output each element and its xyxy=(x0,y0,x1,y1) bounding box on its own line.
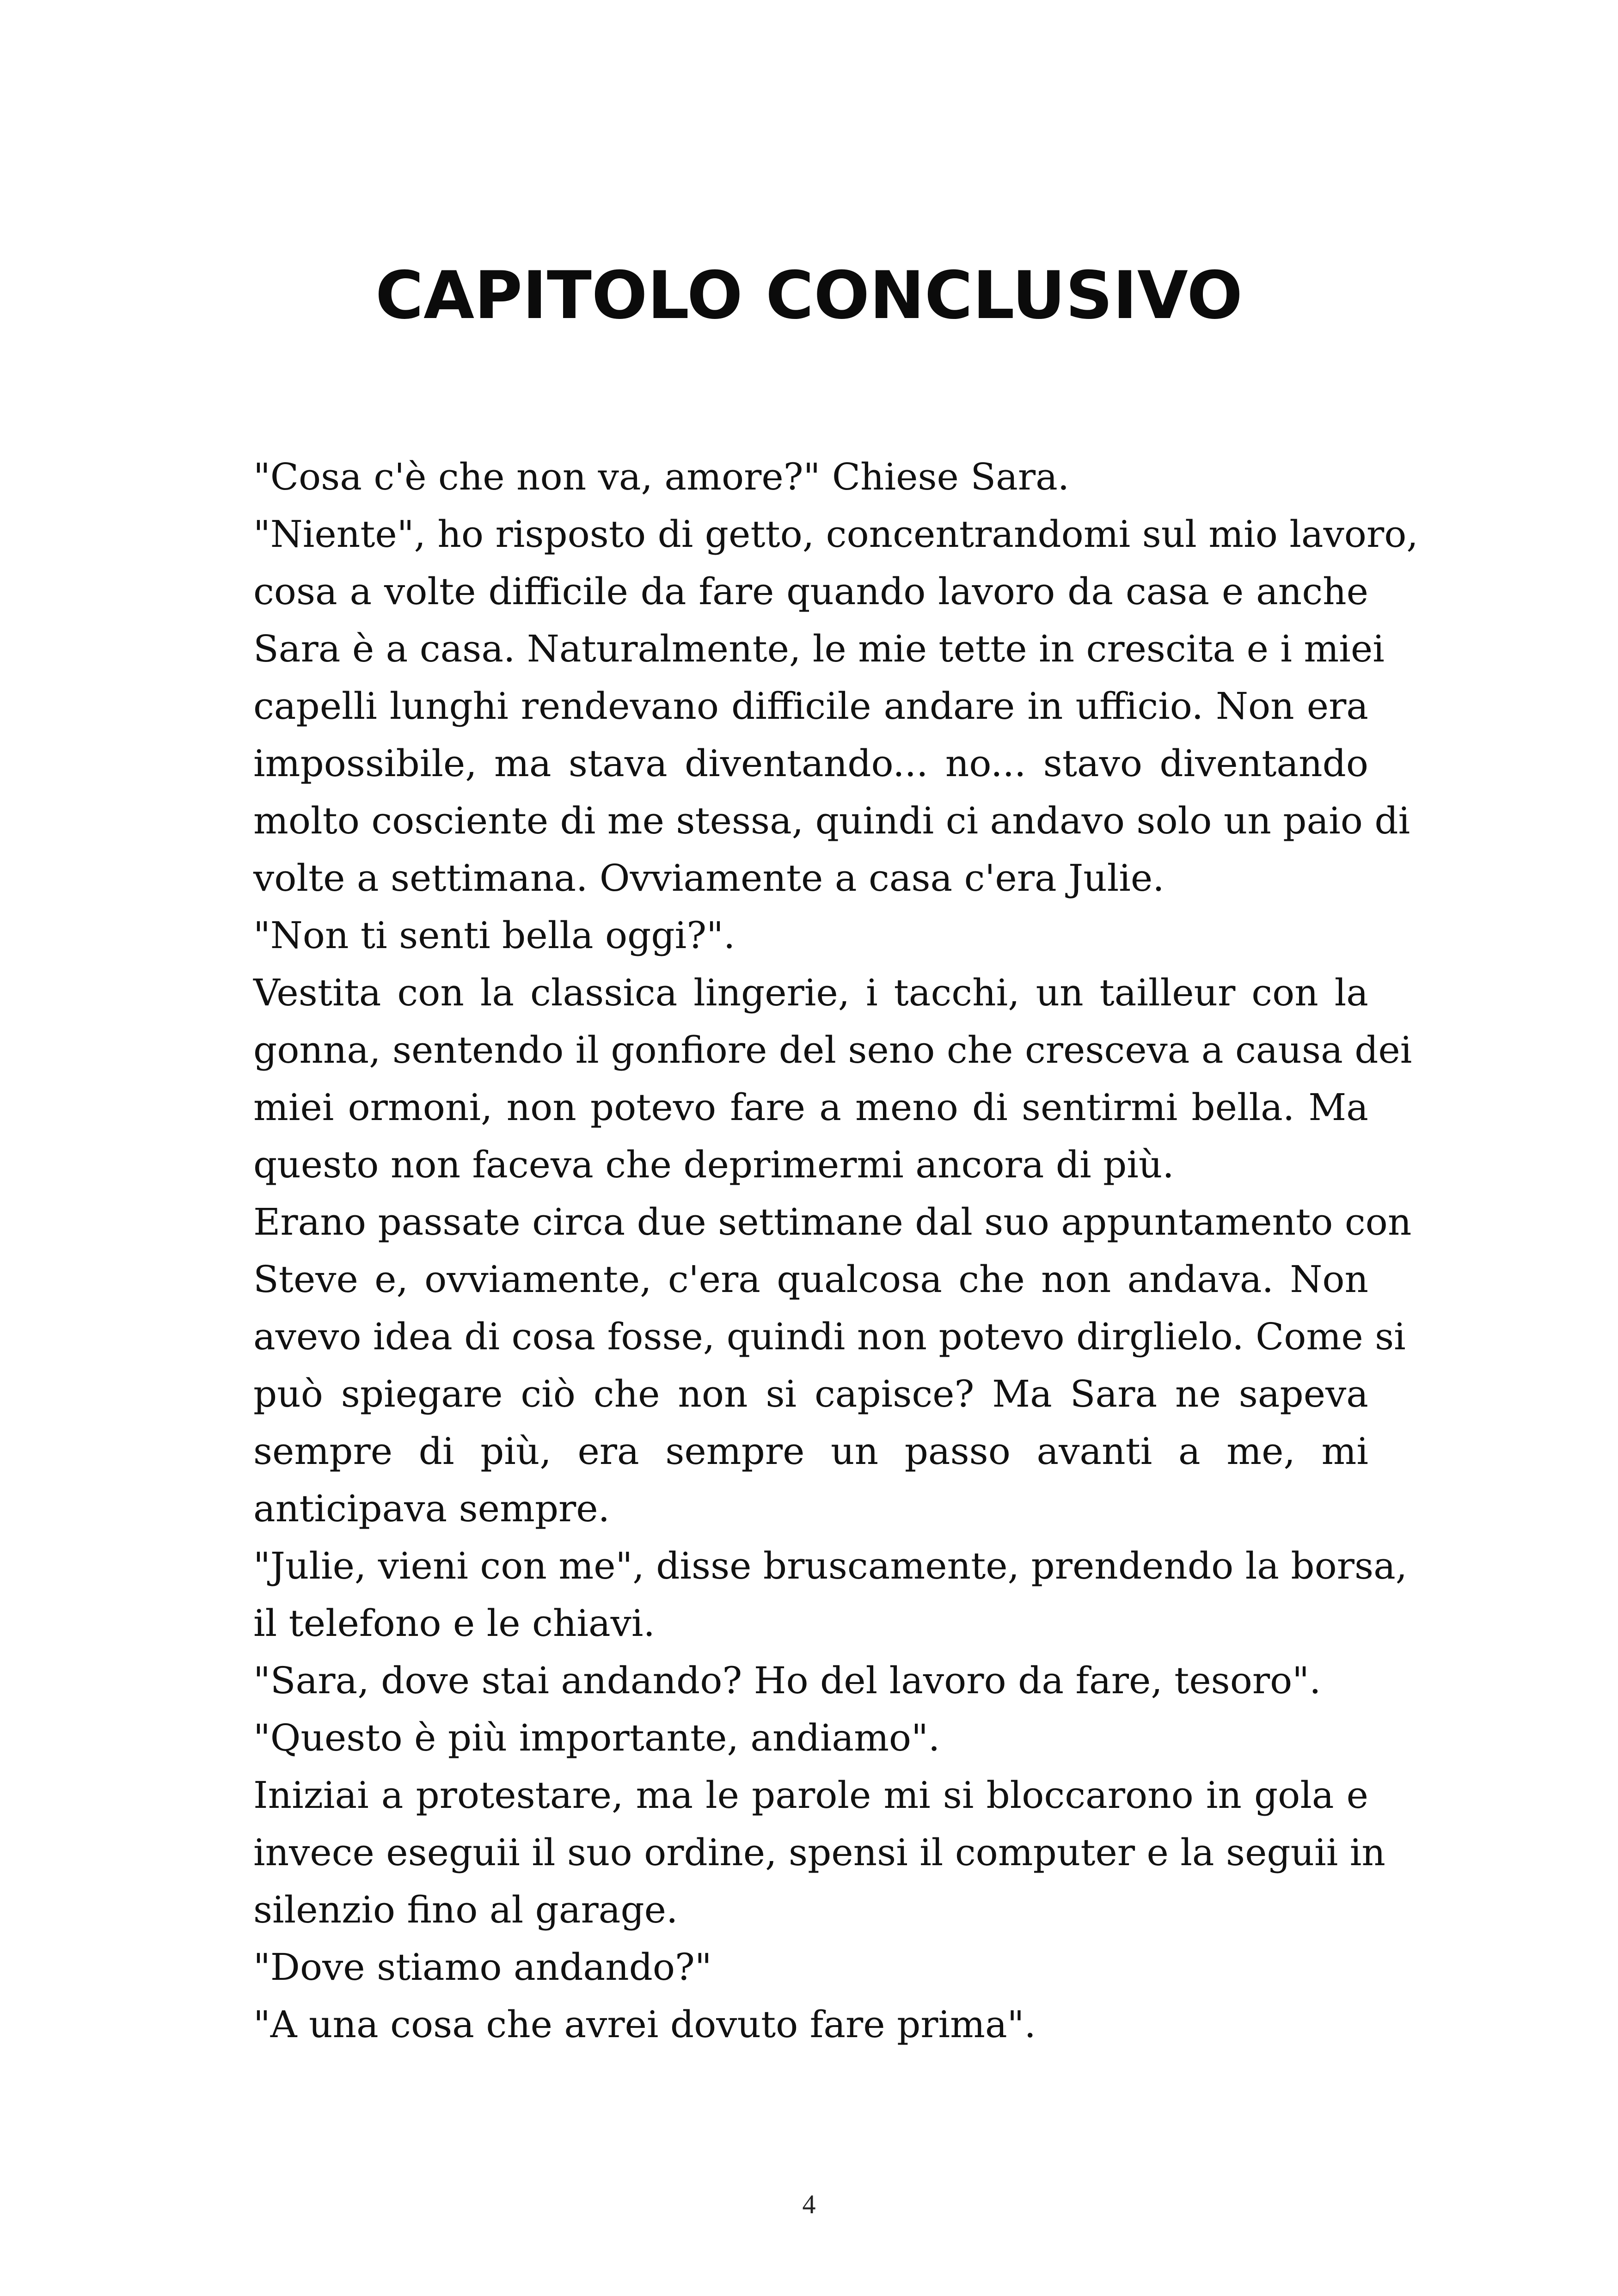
text-line: capelli lunghi rendevano difficile andare in ufficio. Non era xyxy=(253,685,1368,728)
chapter-title: CAPITOLO CONCLUSIVO xyxy=(375,257,1243,334)
text-line: Sara è a casa. Naturalmente, le mie tette in crescita e i miei xyxy=(253,627,1385,670)
text-line: "Non ti senti bella oggi?". xyxy=(253,914,735,957)
text-line: cosa a volte difficile da fare quando lavoro da casa e anche xyxy=(253,570,1368,613)
body-text xyxy=(253,448,1418,2053)
page-number: 4 xyxy=(802,2189,816,2219)
text-line: "Niente", ho risposto di getto, concentrandomi sul mio lavoro, xyxy=(253,513,1418,556)
text-line: "Dove stiamo andando?" xyxy=(253,1946,712,1989)
text-line: anticipava sempre. xyxy=(253,1487,610,1530)
text-line: "Sara, dove stai andando? Ho del lavoro da fare, tesoro". xyxy=(253,1659,1321,1702)
text-line: Iniziai a protestare, ma le parole mi si bloccarono in gola e xyxy=(253,1774,1368,1817)
text-line: volte a settimana. Ovviamente a casa c'era Julie. xyxy=(253,857,1164,900)
text-line: silenzio fino al garage. xyxy=(253,1888,678,1931)
text-line: "Julie, vieni con me", disse bruscamente, prendendo la borsa, xyxy=(253,1544,1408,1587)
text-line: gonna, sentendo il gonfiore del seno che cresceva a causa dei xyxy=(253,1029,1412,1071)
text-line: "A una cosa che avrei dovuto fare prima". xyxy=(253,2003,1036,2046)
text-line: questo non faceva che deprimermi ancora di più. xyxy=(253,1143,1174,1186)
text-line: Steve e, ovviamente, c'era qualcosa che non andava. Non xyxy=(253,1258,1368,1301)
text-line: avevo idea di cosa fosse, quindi non potevo dirglielo. Come si xyxy=(253,1315,1406,1358)
text-line: invece eseguii il suo ordine, spensi il computer e la seguii in xyxy=(253,1831,1385,1874)
text-line: "Questo è più importante, andiamo". xyxy=(253,1716,940,1759)
text-line: sempre di più, era sempre un passo avanti a me, mi xyxy=(253,1430,1368,1473)
text-line: impossibile, ma stava diventando... no... stavo diventando xyxy=(253,742,1368,785)
text-line: miei ormoni, non potevo fare a meno di sentirmi bella. Ma xyxy=(253,1086,1368,1129)
text-line: Erano passate circa due settimane dal suo appuntamento con xyxy=(253,1200,1412,1243)
text-line: può spiegare ciò che non si capisce? Ma Sara ne sapeva xyxy=(253,1372,1368,1415)
text-line: Vestita con la classica lingerie, i tacchi, un tailleur con la xyxy=(253,971,1368,1014)
text-line: "Cosa c'è che non va, amore?" Chiese Sara. xyxy=(253,455,1070,498)
text-line: il telefono e le chiavi. xyxy=(253,1602,655,1645)
text-line: molto cosciente di me stessa, quindi ci andavo solo un paio di xyxy=(253,799,1410,842)
